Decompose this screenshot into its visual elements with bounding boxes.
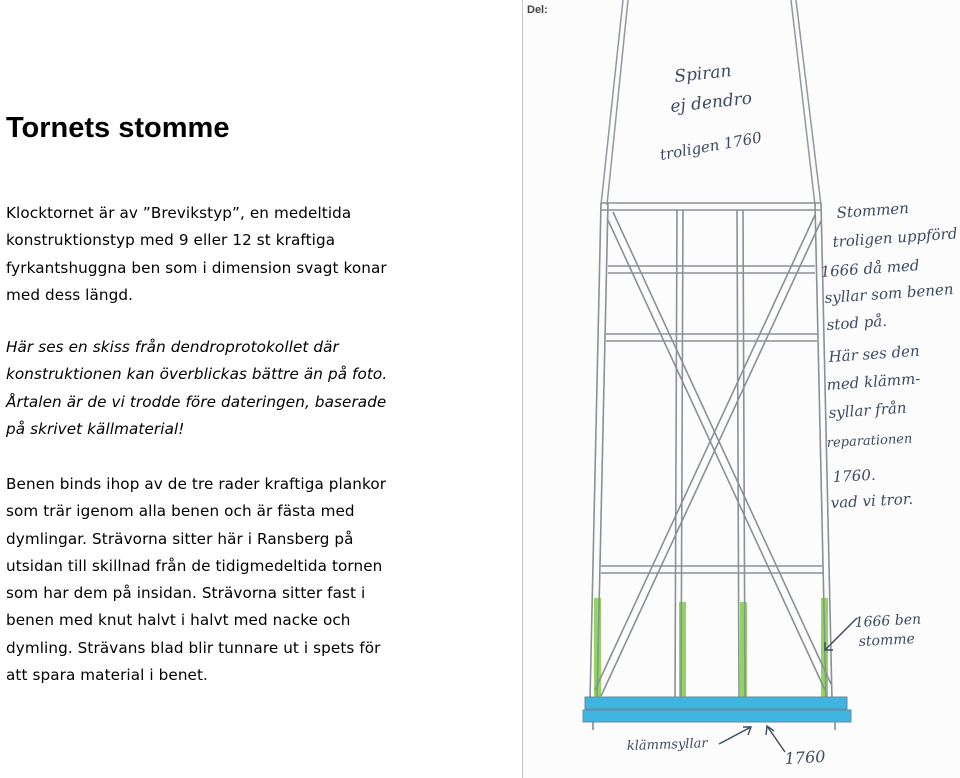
frame-note-10: 1760. [832, 465, 877, 486]
frame-note-5: stod på. [826, 311, 888, 334]
sill-year-note: 1760 [784, 746, 826, 768]
frame-note-8: syllar från [828, 398, 908, 422]
construction-paragraph: Benen binds ihop av de tre rader kraftiga plankor som trär igenom alla benen och är fästa med dymlingar. Strävorna sitter här i Ransberg på utsidan till skillnad från de tidigmedeltida tornen som har dem på insidan. Strävorna sitter fast i benen med knut halvt i halvt med nacke och dymling. Strävans blad blir tunnare ut i spets för att spara material i benet. [6, 475, 387, 685]
frame-note-11: vad vi tror. [830, 489, 914, 512]
leg-note-1: 1666 ben [854, 611, 922, 631]
blue-sills [583, 697, 851, 730]
sill-arrows [719, 726, 785, 752]
frame-notes [820, 199, 958, 512]
spire-note-1: Spiran [673, 61, 733, 87]
sill-note: klämmsyllar [626, 736, 708, 754]
spire-note-3: troligen 1760 [658, 128, 764, 164]
leg-note-2: stomme [858, 631, 916, 650]
sketch-description-paragraph: Här ses en skiss från dendroprotokollet där konstruktionen kan överblickas bättre än på foto. Årtalen är de vi trodde före dateringen, baserade på skrivet källmaterial! [6, 338, 388, 438]
tower-frame [590, 203, 832, 700]
intro-paragraph: Klocktornet är av ”Brevikstyp”, en medeltida konstruktionstyp med 9 eller 12 st kraftiga fyrkantshuggna ben som i dimension svagt konar med dess längd. [6, 204, 387, 304]
tower-sketch [522, 0, 960, 778]
frame-note-6: Här ses den [828, 341, 921, 366]
spire-notes [659, 61, 764, 164]
slide-title: Tornets stomme [6, 112, 230, 144]
frame-note-4: syllar som benen [824, 280, 955, 307]
frame-note-1: Stommen [836, 198, 910, 222]
green-legs [594, 598, 828, 698]
frame-note-3: 1666 då med [820, 256, 921, 281]
frame-note-2: troligen uppförd [832, 224, 958, 251]
sketch-header-label: Del: [527, 4, 548, 16]
leg-notes [854, 612, 921, 650]
frame-note-9: reparationen [826, 431, 913, 451]
spire-note-2: ej dendro [669, 88, 753, 117]
frame-note-7: med klämm- [826, 369, 921, 394]
